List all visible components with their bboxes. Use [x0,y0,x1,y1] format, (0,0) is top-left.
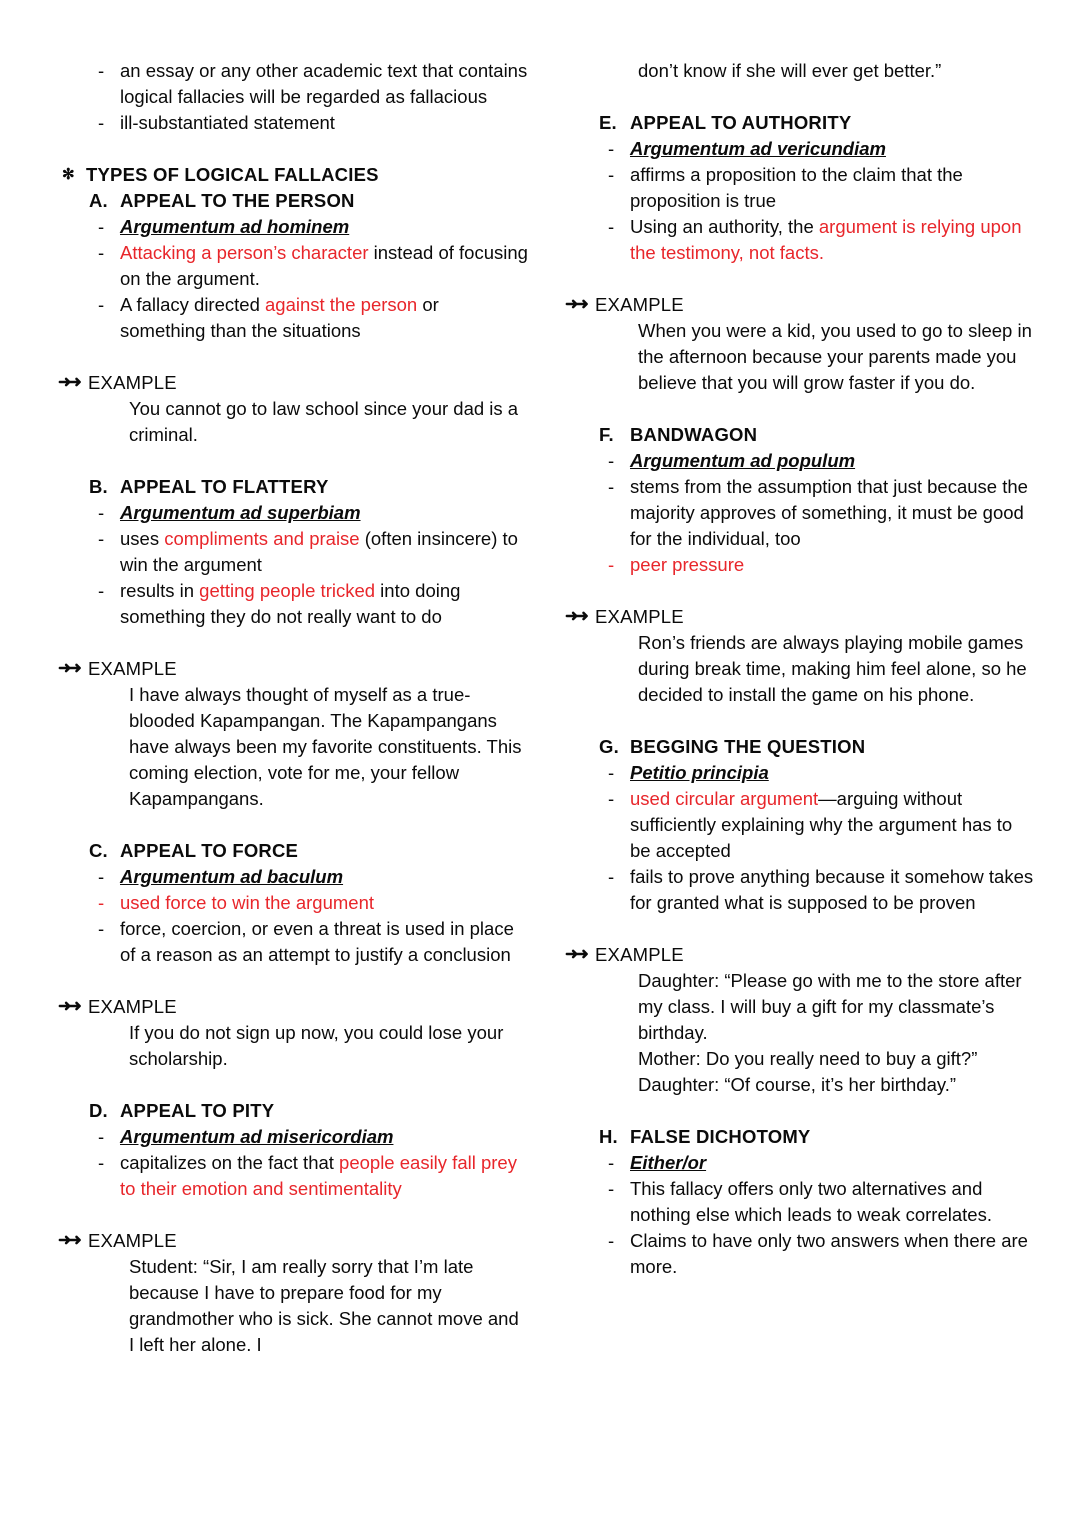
example-label: EXAMPLE [595,294,684,315]
latin-term-row [599,136,1035,162]
example-label: EXAMPLE [595,606,684,627]
dash-icon: - [98,502,105,523]
example-label-row [58,1228,528,1254]
latin-term: Either/or [630,1152,707,1173]
double-arrow-icon: ➜➜ [58,1232,79,1249]
section-title [62,162,528,188]
latin-term: Petitio principia [630,762,769,783]
example-label-row [565,292,1035,318]
dash-icon: - [98,1152,105,1173]
example-dialogue-line: Mother: Do you really need to buy a gift?” [638,1048,978,1069]
example-text: When you were a kid, you used to go to sleep in the afternoon because your parents made you believe that you will grow faster if you do. [638,320,1032,393]
latin-term-row [89,500,528,526]
list-item-text: ill-substantiated statement [120,112,335,133]
list-letter: B. [89,476,108,497]
list-item [599,474,1035,552]
highlight-text: used circular argument [630,788,819,809]
list-item-text: Claims to have only two answers when there are more. [630,1230,1028,1277]
list-item-text [120,1150,528,1202]
list-item-lead: results in [120,580,200,601]
example-label: EXAMPLE [595,944,684,965]
list-item-text [630,786,1035,864]
list-item [89,240,528,292]
example-dialogue-line: Daughter: “Please go with me to the store after my class. I will buy a gift for my classmate’s birthday. [638,970,1022,1043]
dash-icon: - [98,216,105,237]
list-letter: C. [89,840,108,861]
example-label-row [58,656,528,682]
latin-term: Argumentum ad populum [630,450,856,471]
example-label-row [58,994,528,1020]
list-item [89,58,528,110]
dash-icon: - [608,216,615,237]
list-item-rest: into doing something they do not really want to do [120,580,461,627]
dash-icon: - [98,242,105,263]
list-item [89,292,528,344]
dash-icon: - [98,580,105,601]
example-label: EXAMPLE [88,1230,177,1251]
latin-term: Argumentum ad superbiam [120,502,361,523]
example-label: EXAMPLE [88,372,177,393]
latin-term-row [89,1124,528,1150]
fallacy-title: BEGGING THE QUESTION [630,736,866,757]
highlight-text: getting people tricked [199,580,376,601]
fallacy-heading-e [599,110,1035,136]
dash-icon: - [98,892,105,913]
list-item-lead: uses [120,528,165,549]
dash-icon: - [608,762,615,783]
list-item [599,552,1035,578]
list-item [599,162,1035,214]
fallacy-title: APPEAL TO THE PERSON [120,190,355,211]
list-item-text: stems from the assumption that just because the majority approves of something, it must be good for the individual, too [630,476,1028,549]
example-text: You cannot go to law school since your dad is a criminal. [129,398,519,445]
example-label-row [565,942,1035,968]
double-arrow-icon: ➜➜ [565,296,586,313]
latin-term: Argumentum ad misericordiam [120,1126,394,1147]
latin-term-row [89,214,528,240]
list-item [599,786,1035,864]
list-item-text [120,526,528,578]
fallacy-heading-h [599,1124,1035,1150]
list-item-text: force, coercion, or even a threat is used in place of a reason as an attempt to justify a conclusion [120,918,514,965]
dash-icon: - [608,554,615,575]
example-label-row [58,370,528,396]
dash-icon: - [608,866,615,887]
list-item-rest: —arguing without sufficiently explaining why the argument has to be accepted [630,788,1013,861]
latin-term-row [599,1150,1035,1176]
dash-icon: - [608,450,615,471]
dash-icon: - [98,112,105,133]
list-item [89,916,528,968]
example-text: Student: “Sir, I am really sorry that I’m late because I have to prepare food for my grandmother who is sick. She cannot move and I left her alone. I [129,1256,519,1355]
fallacy-heading-c [89,838,528,864]
latin-term: Argumentum ad hominem [120,216,350,237]
list-item-text [120,240,528,292]
right-column [565,58,1035,1280]
left-column [58,58,528,1358]
list-item-rest: (often insincere) to win the argument [120,528,518,575]
highlight-text: against the person [265,294,418,315]
list-item-text: an essay or any other academic text that contains logical fallacies will be regarded as fallacious [120,60,528,107]
highlight-text: people easily fall prey to their emotion and sentimentality [120,1152,517,1199]
example-text: I have always thought of myself as a true-blooded Kapampangan. The Kapampangans have always been my favorite constituents. This coming election, vote for me, your fellow Kapampangans. [129,684,522,809]
fallacy-heading-b [89,474,528,500]
dash-icon: - [608,476,615,497]
gear-icon: ✻ [62,166,75,183]
highlight-text: argument is relying upon the testimony, not facts. [630,216,1022,263]
dash-icon: - [98,866,105,887]
fallacy-title: APPEAL TO FLATTERY [120,476,329,497]
list-item-lead: Using an authority, the [630,216,819,237]
list-item [89,1150,528,1202]
example-label-row [565,604,1035,630]
dash-icon: - [98,60,105,81]
list-item-text: peer pressure [630,554,745,575]
list-letter: A. [89,190,108,211]
dash-icon: - [608,1230,615,1251]
list-item [599,864,1035,916]
list-letter: G. [599,736,619,757]
list-item-lead: A fallacy directed [120,294,265,315]
list-letter: E. [599,112,617,133]
list-item [89,110,528,136]
dash-icon: - [608,788,615,809]
fallacy-heading-g [599,734,1035,760]
example-continuation-text: don’t know if she will ever get better.” [638,60,942,81]
latin-term-row [599,448,1035,474]
list-item [89,890,528,916]
list-item-lead: capitalizes on the fact that [120,1152,340,1173]
dash-icon: - [98,1126,105,1147]
dash-icon: - [608,164,615,185]
list-item [89,578,528,630]
example-dialogue-line: Daughter: “Of course, it’s her birthday.” [638,1074,957,1095]
fallacy-title: BANDWAGON [630,424,758,445]
double-arrow-icon: ➜➜ [58,998,79,1015]
list-item-text: This fallacy offers only two alternatives and nothing else which leads to weak correlates. [630,1178,992,1225]
fallacy-heading-a [89,188,528,214]
list-item-rest: instead of focusing on the argument. [120,242,528,289]
list-item-text [120,292,528,344]
example-label: EXAMPLE [88,658,177,679]
fallacy-heading-f [599,422,1035,448]
latin-term-row [89,864,528,890]
list-item-text [120,578,528,630]
section-title-text: TYPES OF LOGICAL FALLACIES [86,164,379,185]
dash-icon: - [98,294,105,315]
fallacy-title: APPEAL TO PITY [120,1100,275,1121]
double-arrow-icon: ➜➜ [565,608,586,625]
list-item-text [630,214,1035,266]
double-arrow-icon: ➜➜ [58,374,79,391]
dash-icon: - [98,528,105,549]
latin-term: Argumentum ad baculum [120,866,344,887]
highlight-text: compliments and praise [164,528,360,549]
list-item-text: fails to prove anything because it somehow takes for granted what is supposed to be proven [630,866,1034,913]
latin-term: Argumentum ad vericundiam [630,138,886,159]
list-item-text: used force to win the argument [120,892,375,913]
list-item [599,1176,1035,1228]
fallacy-title: APPEAL TO AUTHORITY [630,112,852,133]
list-item [599,214,1035,266]
dash-icon: - [608,138,615,159]
dash-icon: - [608,1178,615,1199]
example-label: EXAMPLE [88,996,177,1017]
list-letter: H. [599,1126,618,1147]
latin-term-row [599,760,1035,786]
dash-icon: - [98,918,105,939]
double-arrow-icon: ➜➜ [565,946,586,963]
example-text: Ron’s friends are always playing mobile games during break time, making him feel alone, so he decided to install the game on his phone. [638,632,1027,705]
list-item-rest: or something than the situations [120,294,439,341]
highlight-text: Attacking a person’s character [120,242,369,263]
double-arrow-icon: ➜➜ [58,660,79,677]
example-text: If you do not sign up now, you could lose your scholarship. [129,1022,504,1069]
list-item [89,526,528,578]
dash-icon: - [608,1152,615,1173]
fallacy-title: APPEAL TO FORCE [120,840,299,861]
fallacy-heading-d [89,1098,528,1124]
list-item [599,1228,1035,1280]
fallacy-title: FALSE DICHOTOMY [630,1126,811,1147]
list-letter: D. [89,1100,108,1121]
list-item-text: affirms a proposition to the claim that the proposition is true [630,164,963,211]
list-letter: F. [599,424,614,445]
